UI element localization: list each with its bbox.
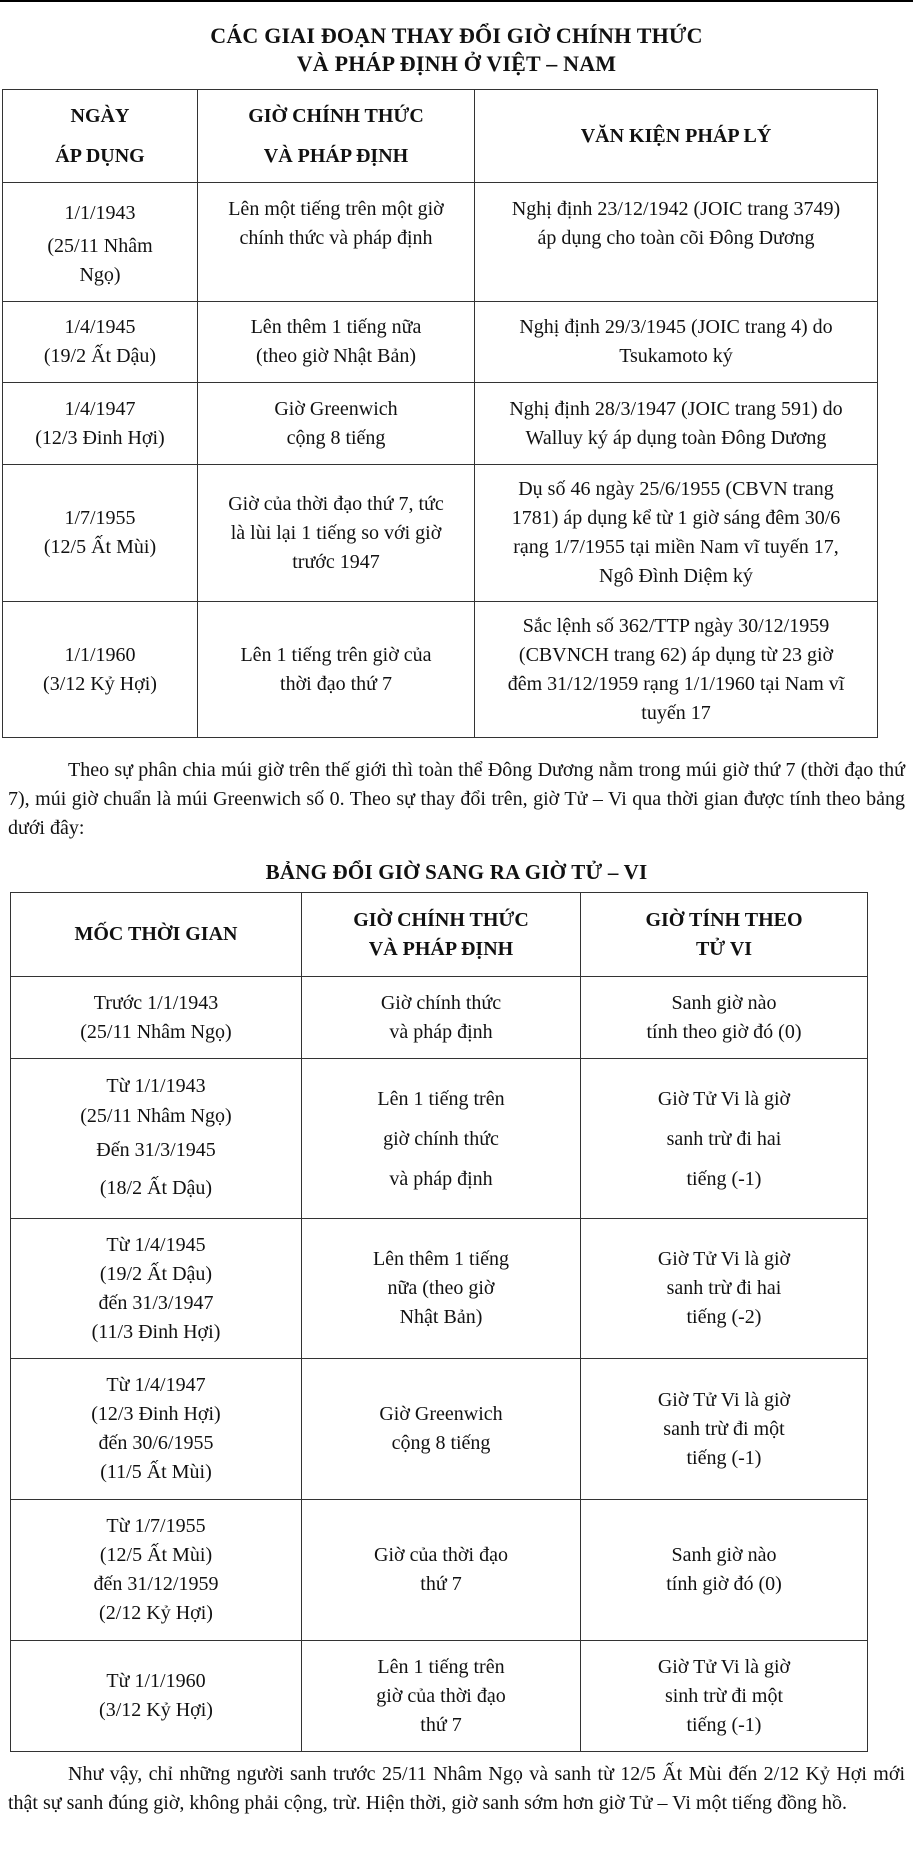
table-row <box>11 1219 868 1359</box>
row-date: 1/4/1947 (12/3 Đinh Hợi) <box>3 383 198 465</box>
table-row <box>3 302 878 383</box>
title-1-line-2: VÀ PHÁP ĐỊNH Ở VIỆT – NAM <box>296 51 617 76</box>
row-official-time: Lên 1 tiếng trên giờ của thời đạo thứ 7 <box>302 1641 581 1752</box>
header-date: NGÀY ÁP DỤNG <box>3 90 198 183</box>
header-period: MỐC THỜI GIAN <box>11 893 302 977</box>
time-change-table <box>2 89 878 738</box>
header-legal-document: VĂN KIỆN PHÁP LÝ <box>475 90 878 183</box>
row-official-time: Giờ của thời đạo thứ 7, tức là lùi lại 1 tiếng so với giờ trước 1947 <box>198 465 475 602</box>
paragraph-1: Theo sự phân chia múi giờ trên thế giới thì toàn thể Đông Dương nằm trong múi giờ thứ 7 (thời đạo thứ 7), múi giờ chuẩn là múi Greenwich số 0. Theo sự thay đổi trên, giờ Tử – Vi qua thời gian được tính theo bảng dưới đây: <box>8 759 905 839</box>
table-row <box>11 1641 868 1752</box>
row-period: Từ 1/4/1947 (12/3 Đinh Hợi) đến 30/6/1955 (11/5 Ất Mùi) <box>11 1359 302 1500</box>
row-date: 1/1/1943 (25/11 Nhâm Ngọ) <box>3 183 198 302</box>
row-tuvi-time: Giờ Tử Vi là giờ sanh trừ đi một tiếng (-1) <box>581 1359 868 1500</box>
row-official-time: Giờ của thời đạo thứ 7 <box>302 1500 581 1641</box>
title-2: BẢNG ĐỔI GIỜ SANG RA GIỜ TỬ – VI <box>265 860 648 884</box>
row-legal-document: Nghị định 28/3/1947 (JOIC trang 591) do Walluy ký áp dụng toàn Đông Dương <box>475 383 878 465</box>
row-tuvi-time: Giờ Tử Vi là giờ sanh trừ đi hai tiếng (-1) <box>581 1059 868 1219</box>
row-period: Từ 1/1/1960 (3/12 Kỷ Hợi) <box>11 1641 302 1752</box>
row-period: Từ 1/4/1945 (19/2 Ất Dậu) đến 31/3/1947 (11/3 Đinh Hợi) <box>11 1219 302 1359</box>
row-official-time: Lên 1 tiếng trên giờ của thời đạo thứ 7 <box>198 602 475 738</box>
row-date: 1/1/1960 (3/12 Kỷ Hợi) <box>3 602 198 738</box>
table-row <box>11 977 868 1059</box>
row-legal-document: Sắc lệnh số 362/TTP ngày 30/12/1959 (CBVNCH trang 62) áp dụng từ 23 giờ đêm 31/12/1959 rạng 1/1/1960 tại Nam vĩ tuyến 17 <box>475 602 878 738</box>
top-rule <box>0 0 913 2</box>
table-row <box>3 383 878 465</box>
table-row <box>11 1359 868 1500</box>
row-legal-document: Nghị định 23/12/1942 (JOIC trang 3749) áp dụng cho toàn cõi Đông Dương <box>475 183 878 302</box>
title-1-line-1: CÁC GIAI ĐOẠN THAY ĐỔI GIỜ CHÍNH THỨC <box>210 23 703 48</box>
row-legal-document: Dụ số 46 ngày 25/6/1955 (CBVN trang 1781) áp dụng kể từ 1 giờ sáng đêm 30/6 rạng 1/7/1955 tại miền Nam vĩ tuyến 17, Ngô Đình Diệm ký <box>475 465 878 602</box>
row-period: Từ 1/7/1955 (12/5 Ất Mùi) đến 31/12/1959 (2/12 Kỷ Hợi) <box>11 1500 302 1641</box>
row-official-time: Lên thêm 1 tiếng nữa (theo giờ Nhật Bản) <box>302 1219 581 1359</box>
row-tuvi-time: Giờ Tử Vi là giờ sinh trừ đi một tiếng (-1) <box>581 1641 868 1752</box>
row-tuvi-time: Sanh giờ nào tính giờ đó (0) <box>581 1500 868 1641</box>
row-official-time: Lên thêm 1 tiếng nữa (theo giờ Nhật Bản) <box>198 302 475 383</box>
row-period: Từ 1/1/1943 (25/11 Nhâm Ngọ) Đến 31/3/1945 (18/2 Ất Dậu) <box>11 1059 302 1219</box>
tuvi-conversion-table <box>10 892 868 1752</box>
header-official-time: GIỜ CHÍNH THỨC VÀ PHÁP ĐỊNH <box>302 893 581 977</box>
table-header-row <box>3 90 878 183</box>
title-1 <box>0 22 913 78</box>
row-date: 1/4/1945 (19/2 Ất Dậu) <box>3 302 198 383</box>
table-row <box>3 465 878 602</box>
row-date: 1/7/1955 (12/5 Ất Mùi) <box>3 465 198 602</box>
table-row <box>11 1059 868 1219</box>
row-legal-document: Nghị định 29/3/1945 (JOIC trang 4) do Tsukamoto ký <box>475 302 878 383</box>
table-row <box>3 183 878 302</box>
row-tuvi-time: Giờ Tử Vi là giờ sanh trừ đi hai tiếng (-2) <box>581 1219 868 1359</box>
row-tuvi-time: Sanh giờ nào tính theo giờ đó (0) <box>581 977 868 1059</box>
header-tuvi-time: GIỜ TÍNH THEO TỬ VI <box>581 893 868 977</box>
row-period: Trước 1/1/1943 (25/11 Nhâm Ngọ) <box>11 977 302 1059</box>
paragraph-2: Như vậy, chỉ những người sanh trước 25/11 Nhâm Ngọ và sanh từ 12/5 Ất Mùi đến 2/12 Kỷ Hợi mới thật sự sanh đúng giờ, không phải cộng, trừ. Hiện thời, giờ sanh sớm hơn giờ Tử – Vi một tiếng đồng hồ. <box>8 1763 905 1814</box>
row-official-time: Giờ Greenwich cộng 8 tiếng <box>302 1359 581 1500</box>
row-official-time: Giờ Greenwich cộng 8 tiếng <box>198 383 475 465</box>
table-header-row <box>11 893 868 977</box>
table-row <box>3 602 878 738</box>
header-official-time: GIỜ CHÍNH THỨC VÀ PHÁP ĐỊNH <box>198 90 475 183</box>
row-official-time: Lên một tiếng trên một giờ chính thức và pháp định <box>198 183 475 302</box>
row-official-time: Giờ chính thức và pháp định <box>302 977 581 1059</box>
table-row <box>11 1500 868 1641</box>
row-official-time: Lên 1 tiếng trên giờ chính thức và pháp định <box>302 1059 581 1219</box>
